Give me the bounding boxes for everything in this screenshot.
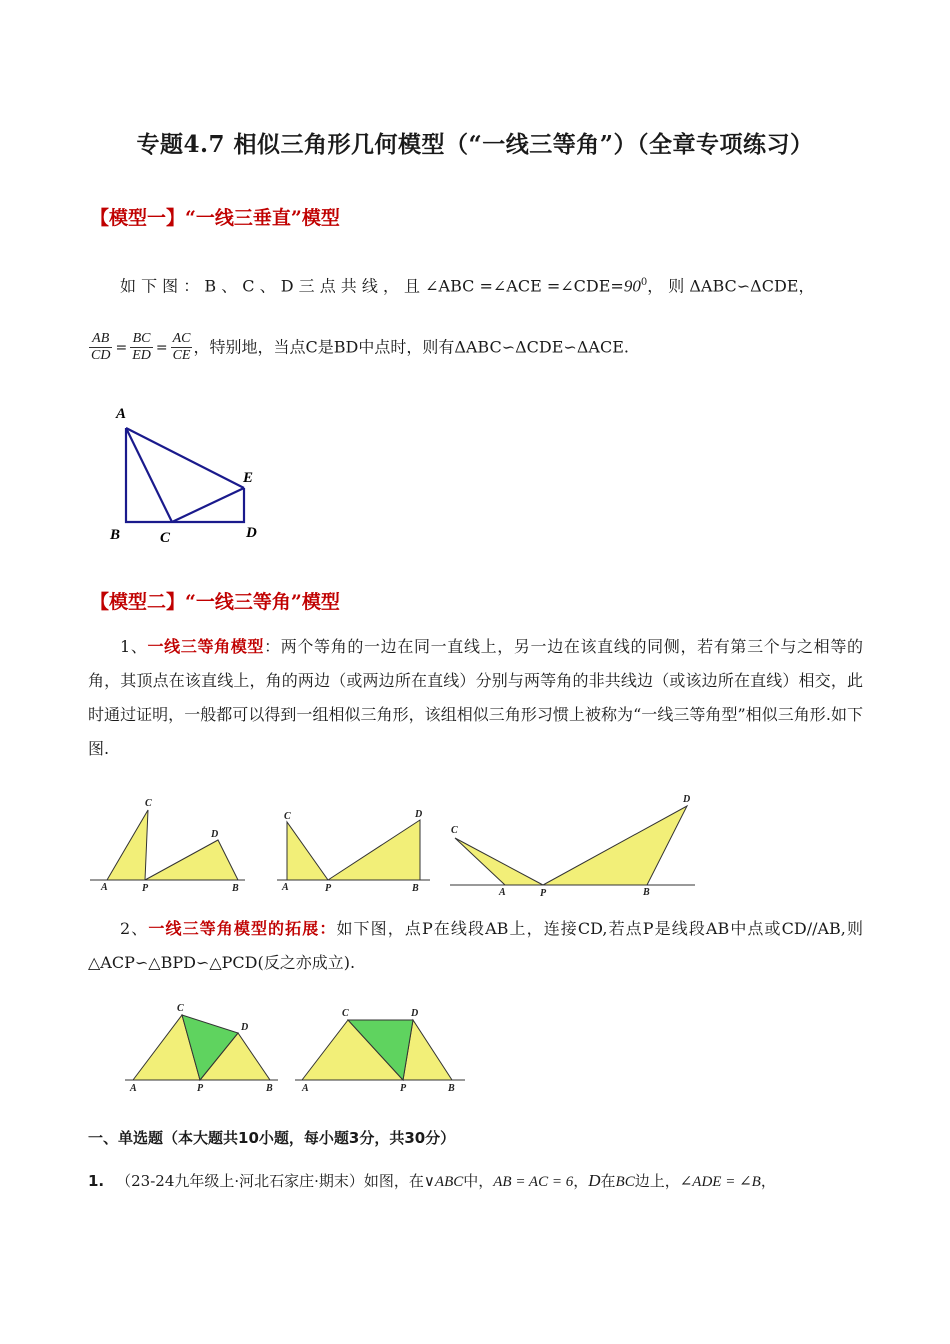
equals-sign: = bbox=[155, 339, 168, 356]
label-d: D bbox=[246, 525, 257, 541]
ext-fig-b bbox=[295, 1020, 465, 1080]
figure-lines bbox=[126, 428, 244, 522]
model1-line1 bbox=[120, 266, 814, 303]
label-a: A bbox=[130, 1083, 137, 1094]
label-p: P bbox=[142, 883, 149, 894]
figure-one-line-three-perpendicular bbox=[100, 400, 270, 550]
label-p: P bbox=[400, 1083, 407, 1094]
label-d: D bbox=[211, 829, 219, 840]
label-d: D bbox=[241, 1022, 249, 1033]
model1-line1-text: 如 下 图 ： B 、 C 、 D 三 点 共 线 ， 且 ∠ABC =∠ACE =∠CDE= bbox=[120, 276, 624, 296]
question-source: （23-24九年级上·河北石家庄·期末）如图，在 bbox=[116, 1172, 424, 1190]
label-b: B bbox=[110, 527, 121, 543]
question-number: 1. bbox=[88, 1172, 105, 1190]
fraction-ac-ce bbox=[171, 331, 193, 364]
q-text: 中， bbox=[463, 1172, 494, 1190]
label-c: C bbox=[284, 811, 291, 822]
label-b: B bbox=[448, 1083, 455, 1094]
figures-extension-model bbox=[120, 1000, 480, 1095]
label-a: A bbox=[499, 887, 506, 898]
label-a: A bbox=[116, 406, 127, 422]
tri-acp-a bbox=[107, 810, 148, 880]
segment-ae bbox=[126, 428, 244, 488]
fig-b bbox=[277, 820, 430, 880]
label-c: C bbox=[145, 798, 152, 809]
question-1 bbox=[88, 1170, 868, 1191]
model2-paragraph-2 bbox=[88, 912, 863, 980]
q-text: 在 bbox=[600, 1172, 616, 1190]
model2-heading: 【模型二】“一线三等角”模型 bbox=[90, 591, 340, 613]
q-text: ， bbox=[573, 1172, 589, 1190]
fig-c bbox=[450, 806, 695, 885]
model2-paragraph-1 bbox=[88, 630, 863, 766]
label-b: B bbox=[412, 883, 419, 894]
frac-den: CE bbox=[172, 348, 191, 363]
angle-value: 90 bbox=[623, 276, 641, 296]
page-title: 专题4.7 相似三角形几何模型（“一线三等角”）（全章专项练习） bbox=[136, 131, 814, 158]
frac-num: BC bbox=[130, 331, 153, 348]
tri-pdb-c bbox=[543, 806, 687, 885]
ext-fig-a bbox=[125, 1015, 278, 1080]
segment-ac bbox=[126, 428, 172, 522]
triangle-abc: ∨ABC bbox=[423, 1174, 464, 1190]
p2-number: 2、 bbox=[120, 919, 149, 938]
condition-ab-ac: AB = AC = 6 bbox=[493, 1174, 574, 1190]
label-a: A bbox=[282, 882, 289, 893]
fraction-ab-cd bbox=[89, 331, 112, 364]
label-b: B bbox=[266, 1083, 273, 1094]
frac-num: AC bbox=[172, 331, 191, 346]
label-p: P bbox=[325, 883, 332, 894]
p1-number: 1、 bbox=[120, 637, 148, 656]
fraction-bc-ed bbox=[130, 331, 153, 364]
q-text: 边上， bbox=[634, 1172, 680, 1190]
frac-num: AB bbox=[89, 331, 112, 348]
section-single-choice-heading: 一、单选题（本大题共10小题，每小题3分，共30分） bbox=[88, 1129, 456, 1147]
label-d: D bbox=[683, 794, 691, 805]
model1-line2 bbox=[88, 330, 629, 365]
condition-angle: ∠ADE = ∠B bbox=[679, 1174, 761, 1190]
segment-ce bbox=[172, 488, 244, 522]
model1-heading: 【模型一】“一线三垂直”模型 bbox=[90, 207, 340, 229]
q-text: ， bbox=[760, 1172, 776, 1190]
angle-degree: 0 bbox=[640, 277, 648, 288]
label-c: C bbox=[342, 1008, 349, 1019]
tri-pdb-a bbox=[145, 840, 238, 880]
label-d: D bbox=[415, 809, 423, 820]
label-e: E bbox=[243, 470, 254, 486]
label-b: B bbox=[232, 883, 239, 894]
p1-term: 一线三等角模型 bbox=[147, 637, 265, 656]
label-c: C bbox=[177, 1003, 184, 1014]
fig-a bbox=[90, 810, 245, 880]
figures-one-line-three-equal-angles bbox=[85, 790, 705, 900]
segment-bc: BC bbox=[615, 1174, 635, 1190]
point-d: D bbox=[588, 1171, 601, 1190]
outline-abd bbox=[126, 428, 244, 522]
label-a: A bbox=[101, 882, 108, 893]
frac-den: CD bbox=[91, 348, 111, 363]
label-c: C bbox=[160, 530, 171, 546]
label-c: C bbox=[451, 825, 458, 836]
tri-acp-b bbox=[287, 822, 328, 880]
frac-den: ED bbox=[132, 348, 151, 363]
tri-acp-c bbox=[455, 838, 543, 885]
label-p: P bbox=[540, 888, 547, 899]
label-b: B bbox=[643, 887, 650, 898]
model1-line2-text: ，特别地，当点C是BD中点时，则有ΔABC∽ΔCDE∽ΔACE. bbox=[193, 337, 629, 357]
tri-pdb-b bbox=[328, 820, 420, 880]
model1-line1-conclusion: ， 则 ΔABC∽ΔCDE， bbox=[647, 276, 815, 296]
p2-text: 如下图，点P在线段AB上，连接CD,若点P是线段AB中点或CD//AB,则△ACP∽△BPD∽△PCD(反之亦成立). bbox=[88, 919, 863, 972]
p2-term: 一线三等角模型的拓展： bbox=[148, 919, 337, 938]
label-d: D bbox=[411, 1008, 419, 1019]
equals-sign: = bbox=[115, 339, 128, 356]
label-a: A bbox=[302, 1083, 309, 1094]
p1-text: ：两个等角的一边在同一直线上，另一边在该直线的同侧，若有第三个与之相等的角，其顶点在该直线上，角的两边（或两边所在直线）分别与两等角的非共线边（或该边所在直线）相交，此时通过证明，一般都可以得到一组相似三角形，该组相似三角形习惯上被称为“一线三等角型”相似三角形.如下图. bbox=[88, 637, 863, 758]
label-p: P bbox=[197, 1083, 204, 1094]
